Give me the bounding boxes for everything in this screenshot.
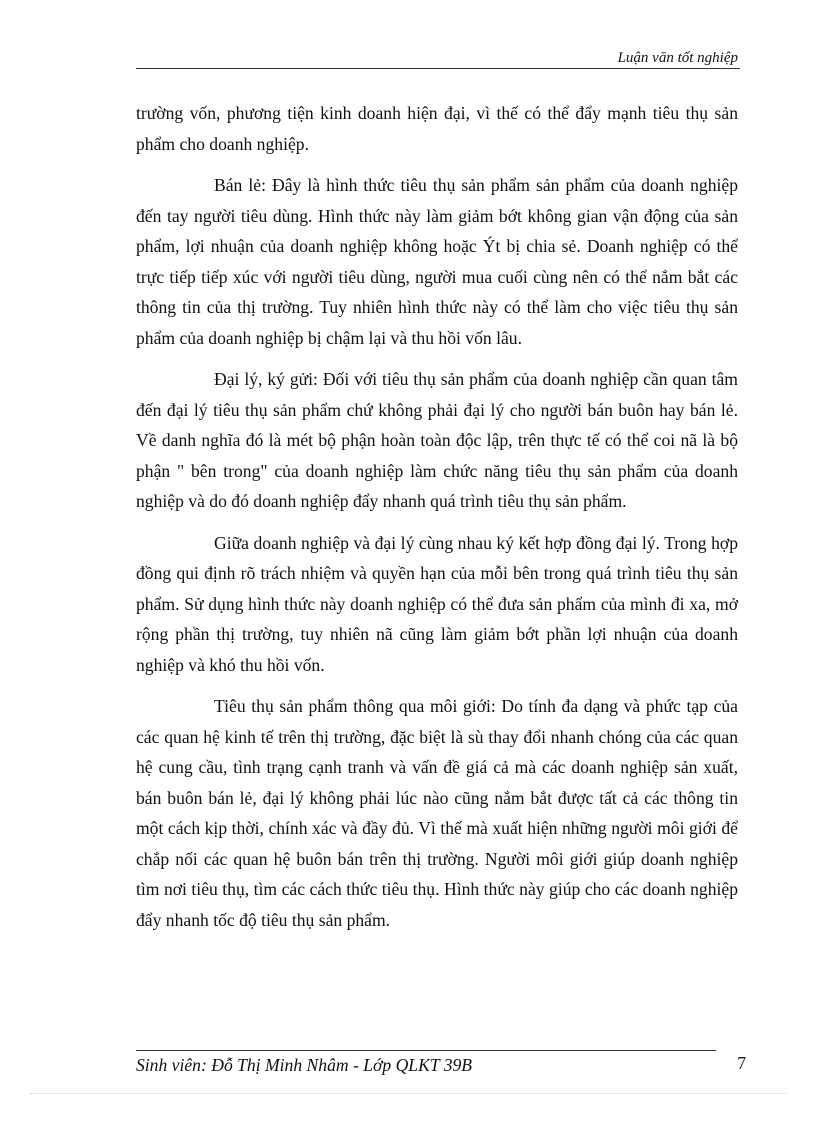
paragraph-ban-le: Bán lẻ: Đây là hình thức tiêu thụ sản phẩm sản phẩm của doanh nghiệp đến tay người tiêu dùng. Hình thức này làm giảm bớt không gian vận động của sản phẩm, lợi nhuận của doanh nghiệp không hoặc Ýt bị chia sẻ. Doanh nghiệp có thể trực tiếp tiếp xúc với người tiêu dùng, người mua cuối cùng nên có thể nắm bắt các thông tin của thị trường. Tuy nhiên hình thức này có thể làm cho việc tiêu thụ sản phẩm của doanh nghiệp bị chậm lại và thu hồi vốn lâu. xyxy=(136,175,738,348)
paragraph-moi-gioi: Tiêu thụ sản phẩm thông qua môi giới: Do tính đa dạng và phức tạp của các quan hệ kinh tế trên thị trường, đặc biệt là sù thay đổi nhanh chóng của các quan hệ cung cầu, tình trạng cạnh tranh và vấn đề giá cả mà các doanh nghiệp sản xuất, bán buôn bán lẻ, đại lý không phải lúc nào cũng nắm bắt được tất cả các thông tin một cách kịp thời, chính xác và đầy đủ. Vì thế mà xuất hiện những người môi giới để chắp nối các quan hệ buôn bán trên thị trường. Người môi giới giúp doanh nghiệp tìm nơi tiêu thụ, tìm các cách thức tiêu thụ. Hình thức này giúp cho các doanh nghiệp đẩy nhanh tốc độ tiêu thụ sản phẩm. xyxy=(136,696,738,930)
page-header xyxy=(136,48,740,69)
header-title: Luận văn tốt nghiệp xyxy=(617,50,738,66)
paragraph-dai-ly: Đại lý, ký gửi: Đối với tiêu thụ sản phẩm của doanh nghiệp cần quan tâm đến đại lý tiêu thụ sản phẩm chứ không phải đại lý cho người bán buôn hay bán lẻ. Về danh nghĩa đó là mét bộ phận hoàn toàn độc lập, trên thực tế có thể coi nã là bộ phận " bên trong" của doanh nghiệp làm chức năng tiêu thụ sản phẩm của doanh nghiệp và do đó doanh nghiệp đẩy nhanh quá trình tiêu thụ sản phẩm. xyxy=(136,369,738,511)
paragraph-hop-dong: Giữa doanh nghiệp và đại lý cùng nhau ký kết hợp đồng đại lý. Trong hợp đồng qui định rõ trách nhiệm và quyền hạn của mỗi bên trong quá trình tiêu thụ sản phẩm. Sử dụng hình thức này doanh nghiệp có thể đưa sản phẩm của mình đi xa, mở rộng phần thị trường, tuy nhiên nã cũng làm giảm bớt phần lợi nhuận của doanh nghiệp và khó thu hồi vốn. xyxy=(136,532,738,675)
page-number: 7 xyxy=(737,1053,746,1073)
paragraph-continuation: trường vốn, phương tiện kinh doanh hiện đại, vì thế có thể đẩy mạnh tiêu thụ sản phẩm cho doanh nghiệp. xyxy=(136,103,738,154)
page-bottom-border xyxy=(30,1093,786,1094)
footer-divider xyxy=(136,1050,716,1051)
document-body xyxy=(136,98,738,946)
footer-student: Sinh viên: Đỗ Thị Minh Nhâm - Lớp QLKT 39B xyxy=(136,1055,473,1075)
